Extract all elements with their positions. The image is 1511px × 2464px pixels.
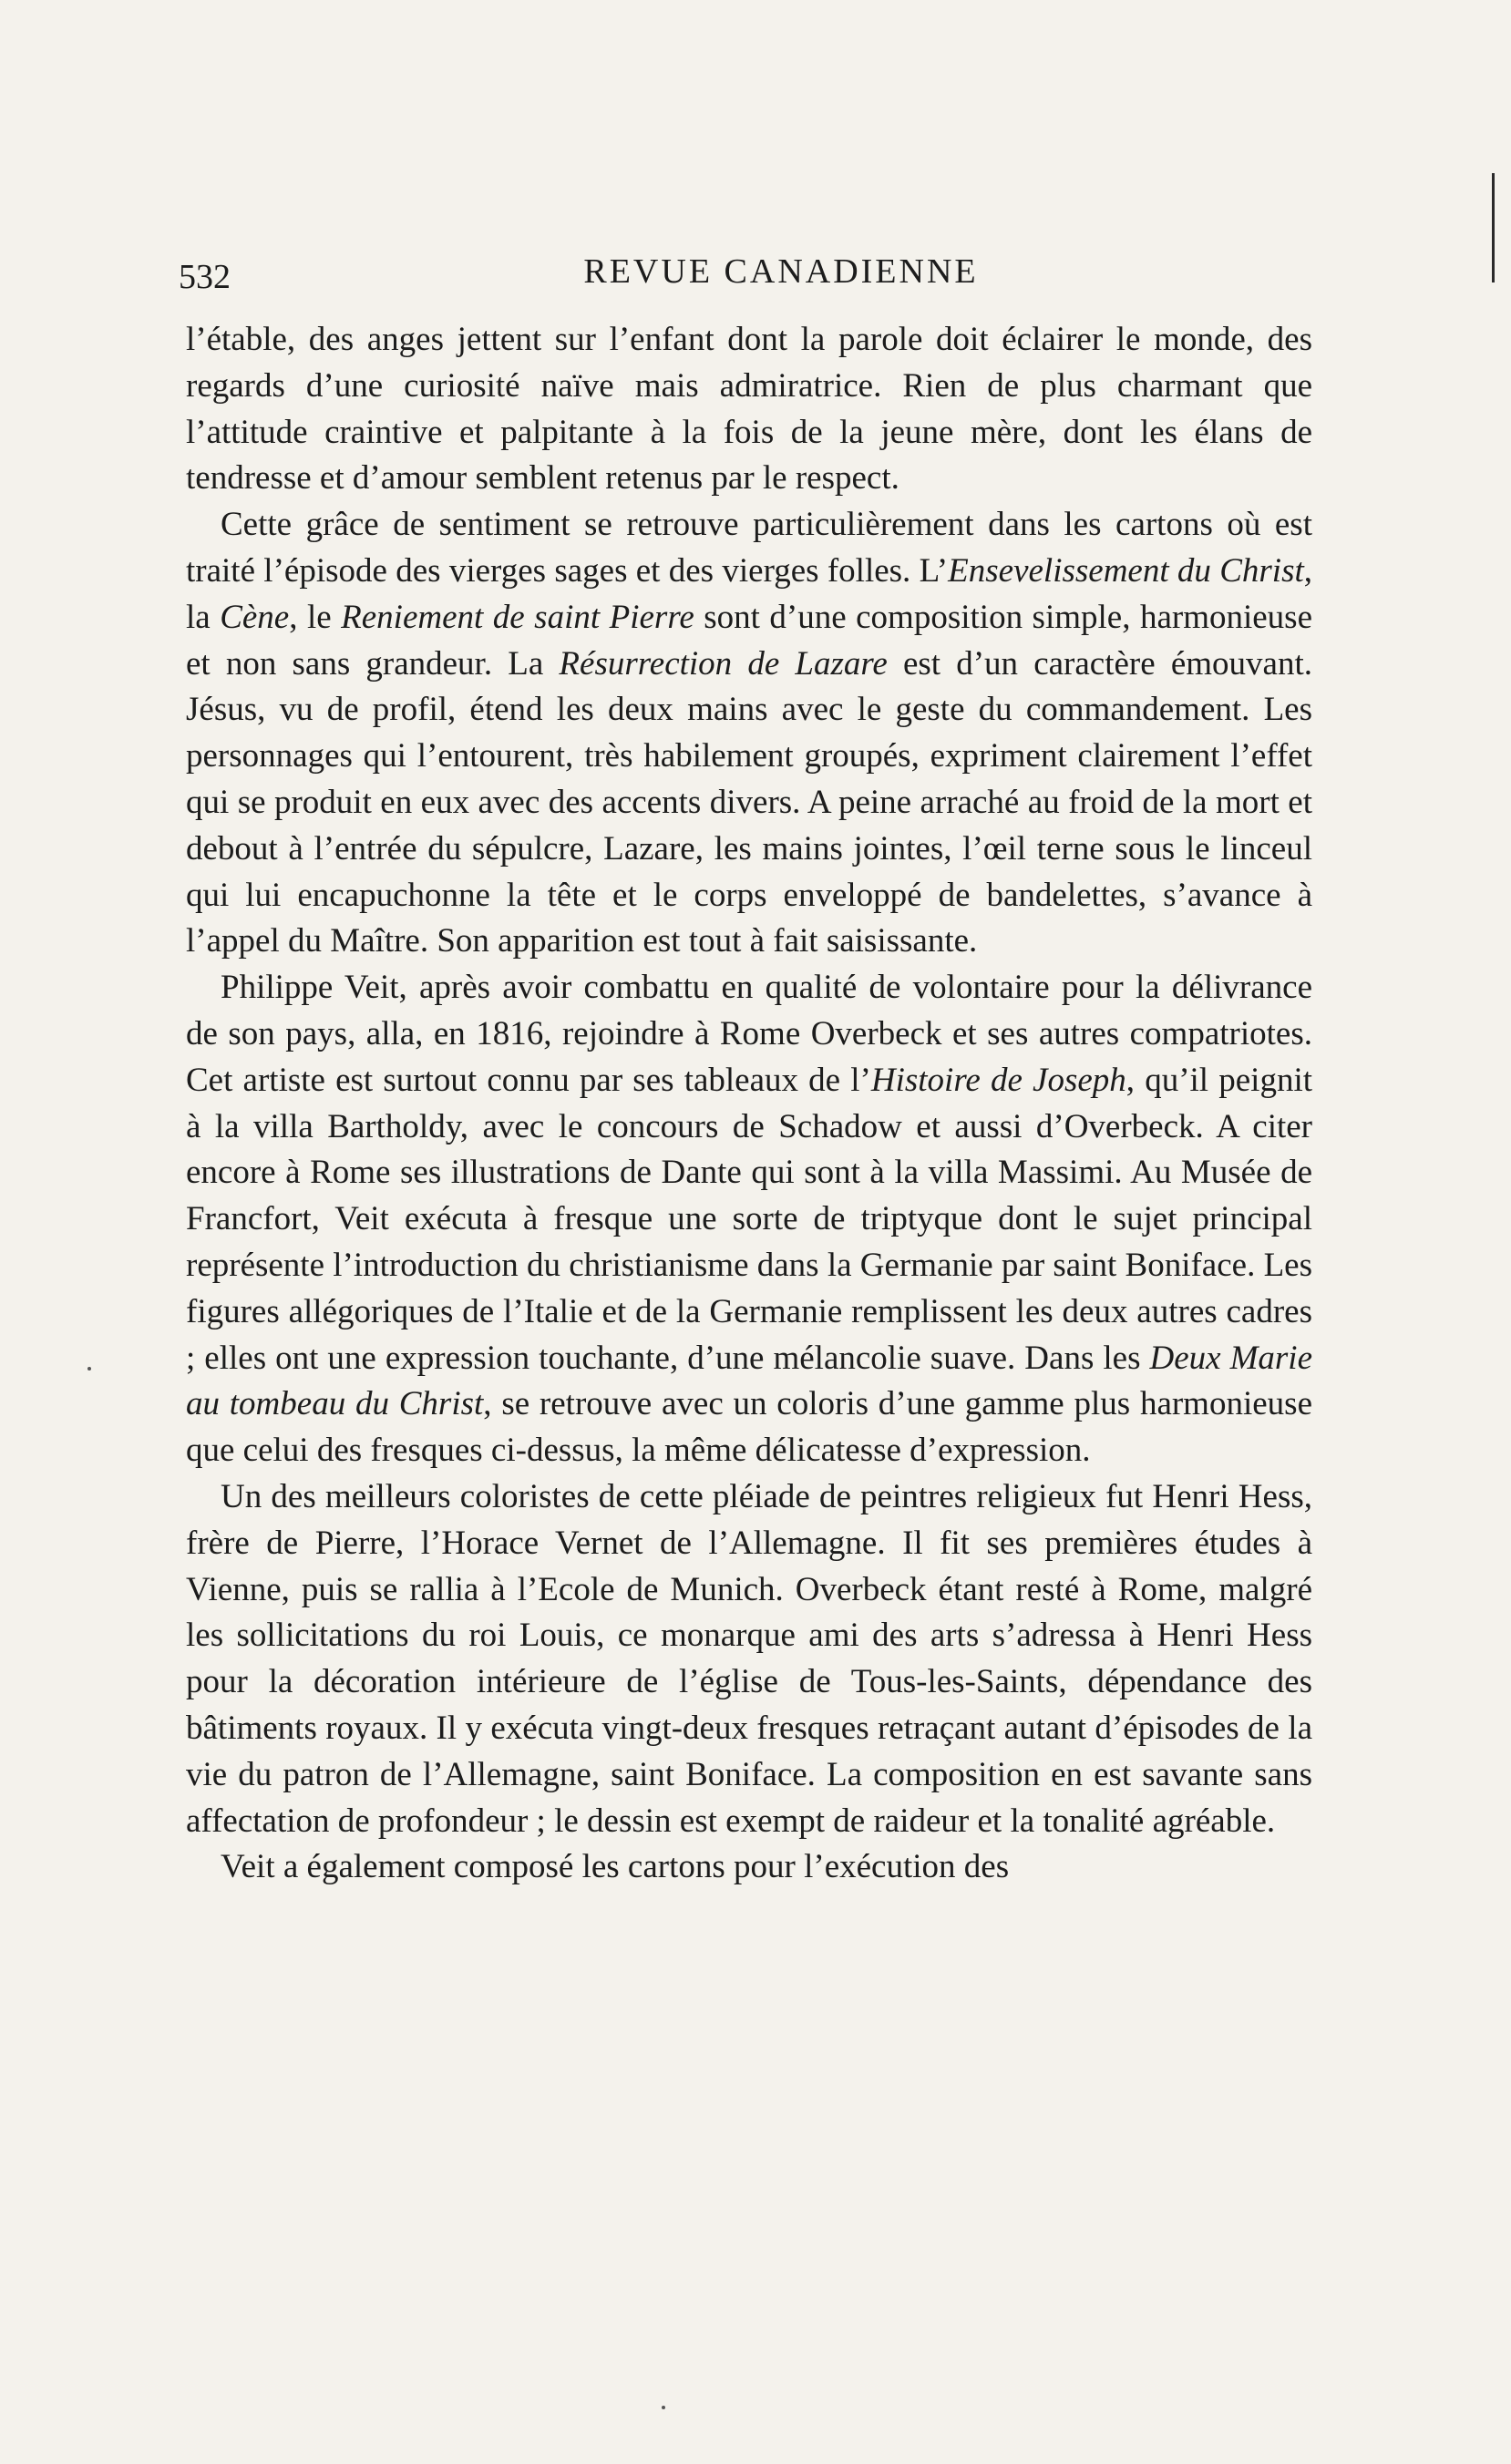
- page-speck: [662, 2406, 665, 2409]
- text-run: sont d’une composition simple, harmonieuse et non sans grandeur. La: [186, 598, 1312, 683]
- italic-title: Résurrection de Lazare: [559, 644, 888, 683]
- paragraph: [186, 1844, 1312, 1891]
- text-run: Philippe Veit, après avoir combattu en qualité de volontaire pour la délivrance de son pays, alla, en 1816, rejoindre à Rome Overbeck et ses autres compatriotes. Cet artiste est surtout connu par ses tableaux de l’: [186, 969, 1312, 1099]
- page-speck: [87, 1367, 91, 1371]
- italic-title: Histoire de Joseph: [870, 1061, 1126, 1099]
- text-run: , se retrouve avec un coloris d’une gamme plus harmonieuse que celui des fresques ci-dessus, la même délicatesse d’expression.: [186, 1385, 1312, 1470]
- paragraph: [186, 1474, 1312, 1844]
- running-head: REVUE CANADIENNE: [583, 252, 979, 291]
- italic-title: Deux Marie au tombeau du Christ: [186, 1339, 1312, 1423]
- page-edge-mark: [1492, 173, 1495, 282]
- text-run: l’étable, des anges jettent sur l’enfant dont la parole doit éclairer le monde, des regards d’une curiosité naïve mais admiratrice. Rien de plus charmant que l’attitude craintive et palpitante à la fois de la jeune mère, dont les élans de tendresse et d’amour semblent retenus par le respect.: [186, 321, 1312, 498]
- page-header: [179, 244, 1329, 299]
- paragraph: [186, 965, 1312, 1474]
- italic-title: Cène: [220, 598, 290, 636]
- text-run: Veit a également composé les cartons pour l’exécution des: [221, 1848, 1010, 1886]
- italic-title: Reniement de saint Pierre: [341, 598, 694, 636]
- text-run: est d’un caractère émouvant. Jésus, vu de profil, étend les deux mains avec le geste du commandement. Les personnages qui l’entourent, très habilement groupés, expriment clairement l’effet qui se produit en eux avec des accents divers. A peine arraché au froid de la mort et debout à l’entrée du sépulcre, Lazare, les mains jointes, l’œil terne sous le linceul qui lui encapuchonne la tête et le corps enveloppé de bandelettes, s’avance à l’appel du Maître. Son apparition est tout à fait saisissante.: [186, 644, 1312, 960]
- text-run: Cette grâce de sentiment se retrouve particulièrement dans les cartons où est traité l’épisode des vierges sages et des vierges folles. L’: [186, 506, 1312, 590]
- body-text: [186, 317, 1312, 1891]
- text-run: Un des meilleurs coloristes de cette pléiade de peintres religieux fut Henri Hess, frère de Pierre, l’Horace Vernet de l’Allemagne. Il fit ses premières études à Vienne, puis se rallia à l’Ecole de Munich. Overbeck étant resté à Rome, malgré les sollicitations du roi Louis, ce monarque ami des arts s’adressa à Henri Hess pour la décoration intérieure de l’église de Tous-les-Saints, dépendance des bâtiments royaux. Il y exécuta vingt-deux fresques retraçant autant d’épisodes de la vie du patron de l’Allemagne, saint Boniface. La composition en est savante sans affectation de profondeur ; le dessin est exempt de raideur et la tonalité agréable.: [186, 1477, 1312, 1840]
- page-number: 532: [179, 258, 231, 296]
- text-run: , qu’il peignit à la villa Bartholdy, avec le concours de Schadow et aussi d’Overbeck. A citer encore à Rome ses illustrations de Dante qui sont à la villa Massimi. Au Musée de Francfort, Veit exécuta à fresque une sorte de triptyque dont le sujet principal représente l’introduction du christianisme dans la Germanie par saint Boniface. Les figures allégoriques de l’Italie et de la Germanie remplissent les deux autres cadres ; elles ont une expression touchante, d’une mélancolie suave. Dans les: [186, 1061, 1312, 1377]
- text-run: , le: [289, 598, 342, 636]
- italic-title: Ensevelissement du Christ: [948, 551, 1304, 590]
- text-run: , la: [186, 551, 1312, 636]
- paragraph: [186, 317, 1312, 502]
- paragraph: [186, 502, 1312, 965]
